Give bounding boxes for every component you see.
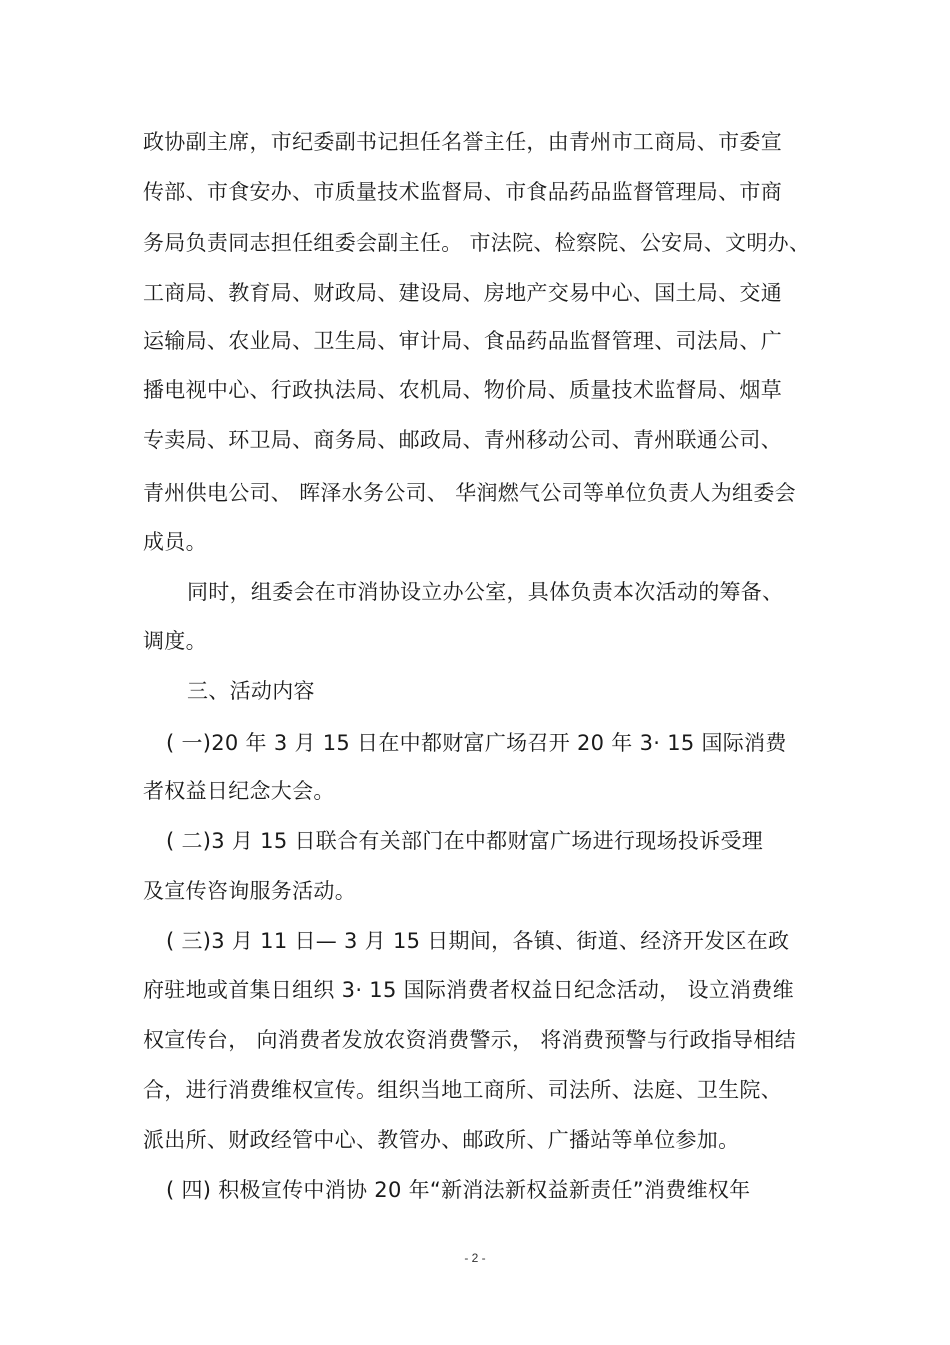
body-text-line: 府驻地或首集日组织 3· 15 国际消费者权益日纪念活动， 设立消费维 — [143, 978, 794, 1002]
list-item-line: ( 二)3 月 15 日联合有关部门在中都财富广场进行现场投诉受理 — [166, 829, 764, 853]
body-text-line: 者权益日纪念大会。 — [143, 779, 335, 803]
body-text-line: 及宣传咨询服务活动。 — [143, 879, 356, 903]
body-text-line: 运输局、农业局、卫生局、审计局、食品药品监督管理、司法局、广 — [143, 329, 782, 353]
body-text-line: 合，进行消费维权宣传。组织当地工商所、司法所、法庭、卫生院、 — [143, 1078, 782, 1102]
list-item-line: ( 一)20 年 3 月 15 日在中都财富广场召开 20 年 3· 15 国际消费 — [166, 731, 787, 755]
body-text-line: 派出所、财政经管中心、教管办、邮政所、广播站等单位参加。 — [143, 1128, 740, 1152]
body-text-line: 调度。 — [143, 629, 207, 653]
page-number: - 2 - — [464, 1251, 486, 1265]
list-item-line: ( 四) 积极宣传中消协 20 年“新消法新权益新责任”消费维权年 — [166, 1178, 751, 1202]
body-text-line: 传部、市食安办、市质量技术监督局、市食品药品监督管理局、市商 — [143, 180, 782, 204]
body-text-line: 成员。 — [143, 530, 207, 554]
body-text-line: 政协副主席，市纪委副书记担任名誉主任，由青州市工商局、市委宣 — [143, 130, 782, 154]
body-text-line: 青州供电公司、 晖泽水务公司、 华润燃气公司等单位负责人为组委会 — [143, 481, 796, 505]
body-text-line: 务局负责同志担任组委会副主任。 市法院、检察院、公安局、文明办、 — [143, 231, 811, 255]
section-heading: 三、活动内容 — [187, 679, 315, 703]
body-text-line: 专卖局、环卫局、商务局、邮政局、青州移动公司、青州联通公司、 — [143, 428, 782, 452]
list-item-line: ( 三)3 月 11 日— 3 月 15 日期间，各镇、街道、经济开发区在政 — [166, 929, 790, 953]
body-text-line: 工商局、教育局、财政局、建设局、房地产交易中心、国土局、交通 — [143, 281, 782, 305]
paragraph-first-line: 同时，组委会在市消协设立办公室，具体负责本次活动的筹备、 — [187, 580, 784, 604]
body-text-line: 播电视中心、行政执法局、农机局、物价局、质量技术监督局、烟草 — [143, 378, 782, 402]
body-text-line: 权宣传台， 向消费者发放农资消费警示， 将消费预警与行政指导相结 — [143, 1028, 796, 1052]
